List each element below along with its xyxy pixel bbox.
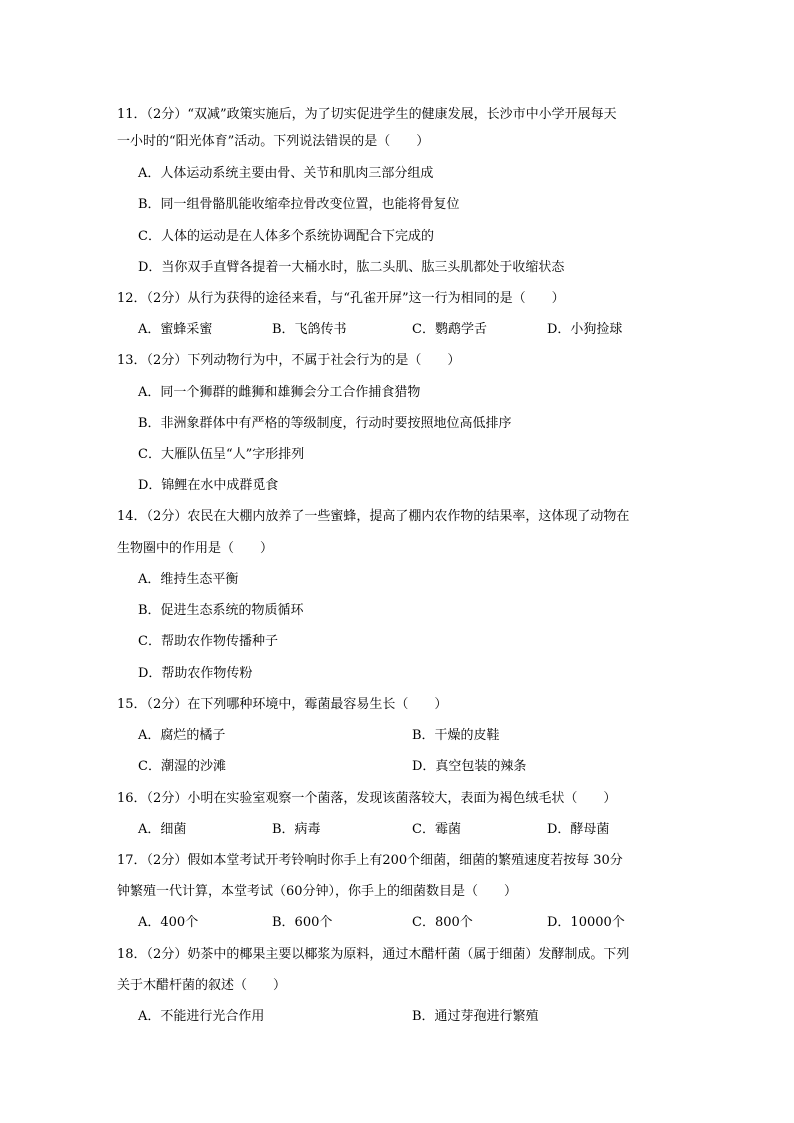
question-17-stem-line-2: 钟繁殖一代计算，本堂考试（60分钟），你手上的细菌数目是（ ） (117, 884, 518, 899)
question-17-option-b: B．600个 (272, 915, 333, 930)
question-11-stem-line-2: 一小时的“阳光体育”活动。下列说法错误的是（ ） (117, 134, 430, 149)
question-14-option-c: C．帮助农作物传播种子 (138, 634, 278, 649)
question-13-option-d: D．锦鲤在水中成群觅食 (138, 478, 279, 493)
question-15-option-d: D．真空包装的辣条 (412, 759, 527, 774)
question-12-option-c: C．鹦鹉学舌 (412, 322, 487, 337)
question-15-stem: 15．（2分）在下列哪种环境中，霉菌最容易生长（ ） (117, 697, 448, 712)
question-11-option-d: D．当你双手直臂各提着一大桶水时，肱二头肌、肱三头肌都处于收缩状态 (138, 260, 565, 275)
question-14-option-a: A．维持生态平衡 (138, 572, 239, 587)
question-11-option-c: C．人体的运动是在人体多个系统协调配合下完成的 (138, 229, 434, 244)
question-13-option-a: A．同一个狮群的雌狮和雄狮会分工合作捕食猎物 (138, 385, 421, 400)
question-14-stem-line-2: 生物圈中的作用是（ ） (117, 541, 274, 556)
question-16-option-a: A．细菌 (138, 822, 187, 837)
question-18-stem-line-2: 关于木醋杆菌的叙述（ ） (117, 978, 287, 993)
question-17-option-d: D．10000个 (547, 915, 625, 930)
question-12-option-d: D．小狗捡球 (547, 322, 623, 337)
question-11-option-a: A．人体运动系统主要由骨、关节和肌肉三部分组成 (138, 166, 434, 181)
question-17-option-a: A．400个 (138, 915, 199, 930)
question-15-option-c: C．潮湿的沙滩 (138, 759, 226, 774)
question-14-option-d: D．帮助农作物传粉 (138, 666, 253, 681)
question-16-stem: 16．（2分）小明在实验室观察一个菌落，发现该菌落较大，表面为褐色绒毛状（ ） (117, 791, 617, 806)
question-18-option-b: B．通过芽孢进行繁殖 (412, 1009, 539, 1024)
question-14-option-b: B．促进生态系统的物质循环 (138, 603, 304, 618)
question-17-option-c: C．800个 (412, 915, 473, 930)
question-13-option-c: C．大雁队伍呈“人”字形排列 (138, 447, 305, 462)
question-18-stem-line-1: 18．（2分）奶茶中的椰果主要以椰浆为原料，通过木醋杆菌（属于细菌）发酵制成。下列 (117, 947, 630, 962)
question-16-option-c: C．霉菌 (412, 822, 461, 837)
question-14-stem-line-1: 14．（2分）农民在大棚内放养了一些蜜蜂，提高了棚内农作物的结果率，这体现了动物在 (117, 509, 630, 524)
question-15-option-a: A．腐烂的橘子 (138, 728, 226, 743)
question-13-stem: 13．（2分）下列动物行为中，不属于社会行为的是（ ） (117, 353, 461, 368)
question-11-stem-line-1: 11．（2分）“双减”政策实施后，为了切实促进学生的健康发展，长沙市中小学开展每天 (117, 107, 617, 122)
question-16-option-d: D．酵母菌 (547, 822, 610, 837)
question-18-option-a: A．不能进行光合作用 (138, 1009, 265, 1024)
question-12-option-a: A．蜜蜂采蜜 (138, 322, 213, 337)
question-12-option-b: B．飞鸽传书 (272, 322, 347, 337)
question-16-option-b: B．病毒 (272, 822, 321, 837)
question-12-stem: 12．（2分）从行为获得的途径来看，与“孔雀开屏”这一行为相同的是（ ） (117, 291, 565, 306)
question-15-option-b: B．干燥的皮鞋 (412, 728, 500, 743)
question-13-option-b: B．非洲象群体中有严格的等级制度，行动时要按照地位高低排序 (138, 416, 512, 431)
question-17-stem-line-1: 17．（2分）假如本堂考试开考铃响时你手上有200个细菌，细菌的繁殖速度若按每 30分 (117, 853, 623, 868)
question-11-option-b: B．同一组骨骼肌能收缩牵拉骨改变位置，也能将骨复位 (138, 197, 460, 212)
